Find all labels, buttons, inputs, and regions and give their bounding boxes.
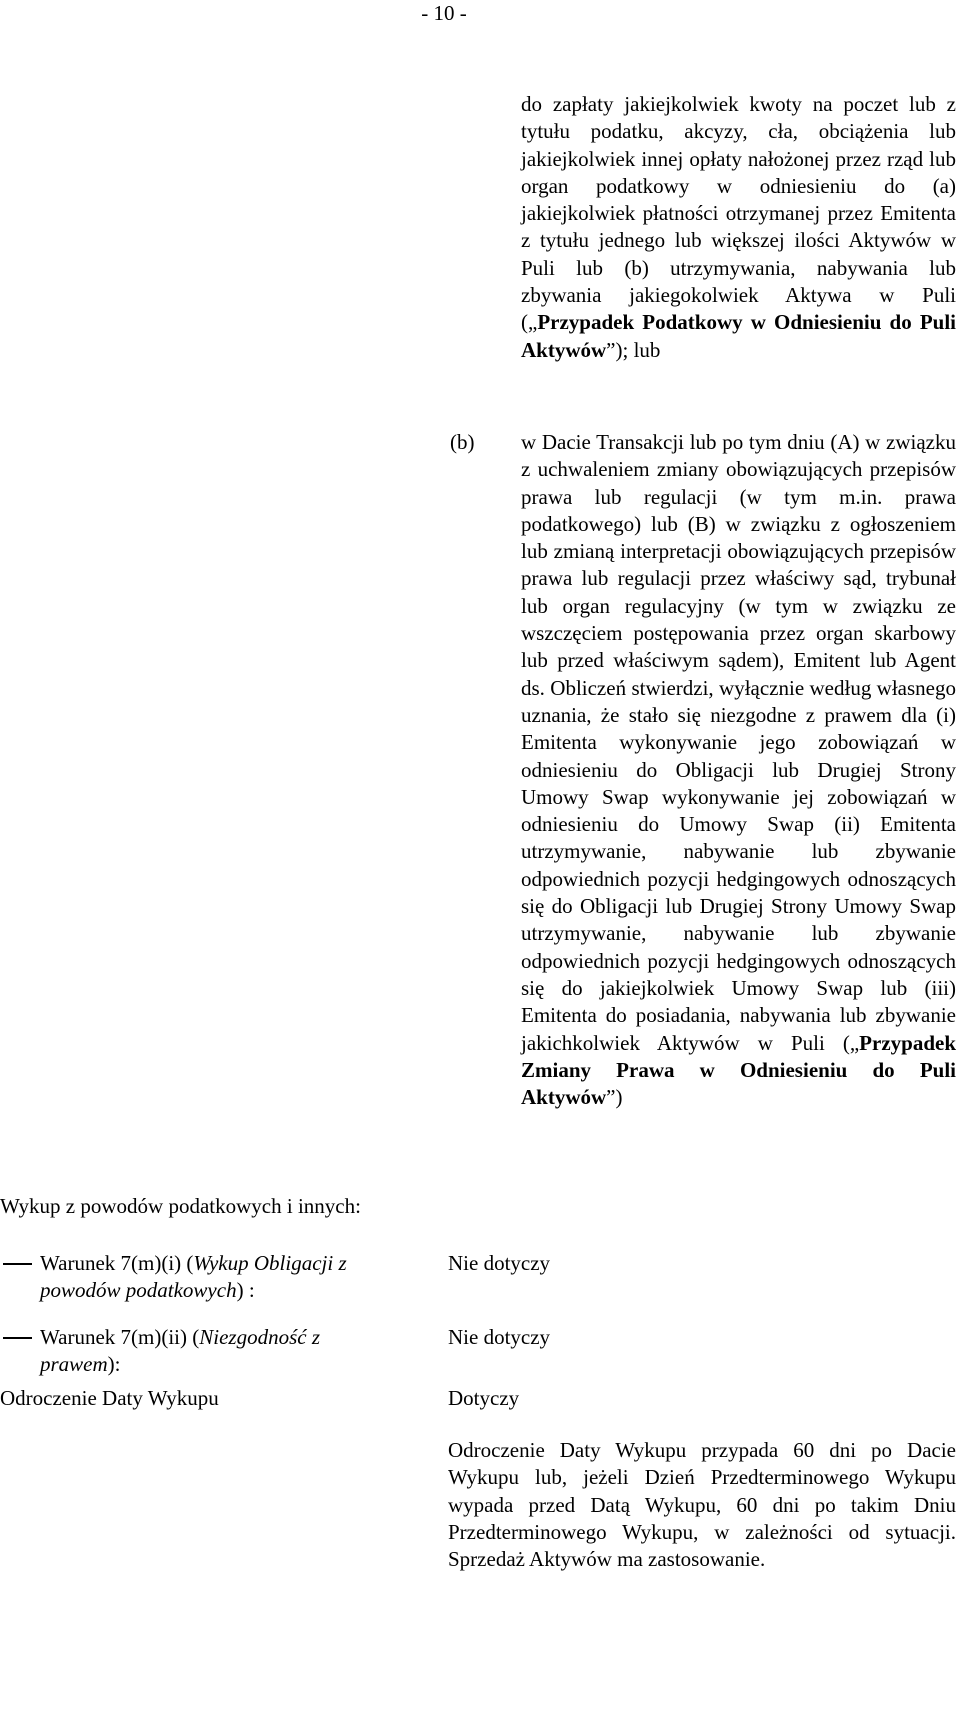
page-number: - 10 - [421, 1, 467, 25]
paragraph-b-text-part2: ”) [606, 1085, 623, 1110]
condition-7mi-label [40, 1250, 400, 1305]
condition-7mi-prefix: Warunek 7(m)(i) ( [40, 1251, 194, 1275]
condition-7mii [0, 1324, 410, 1379]
condition-7mii-value: Nie dotyczy [448, 1325, 551, 1349]
dash-bullet [3, 1337, 32, 1339]
redemption-section-title: Wykup z powodów podatkowych i innych: [0, 1194, 361, 1218]
condition-7mii-italic: Niezgodność z prawem [40, 1325, 320, 1377]
condition-7mi-italic: Wykup Obligacji z powodów podatkowych [40, 1251, 347, 1303]
paragraph-b-label: (b) [450, 430, 475, 454]
paragraph-b-text [521, 429, 956, 1111]
dash-bullet [3, 1263, 32, 1265]
deferral-description: Odroczenie Daty Wykupu przypada 60 dni po Dacie Wykupu lub, jeżeli Dzień Przedterminowego Wykupu wypada przed Datą Wykupu, 60 dni po takim Dniu Przedterminowego Wykupu, w zależności od sytuacji. Sprzedaż Aktywów ma zastosowanie. [448, 1438, 956, 1572]
paragraph-a-text-part2: ”); lub [606, 337, 661, 362]
condition-7mii-prefix: Warunek 7(m)(ii) ( [40, 1325, 200, 1349]
paragraph-b-text-part1: w Dacie Transakcji lub po tym dniu (A) w związku z uchwaleniem zmiany obowiązujących przepisów prawa lub regulacji (w tym m.in. prawa podatkowego) lub (B) w związku z ogłoszeniem lub zmianą interpretacji obowiązujących przepisów prawa lub regulacji przez właściwy sąd, trybunał lub organ regulacyjny (w tym w związku ze wszczęciem postępowania przez organ skarbowy lub przed właściwym sądem), Emitent lub Agent ds. Obliczeń stwierdzi, wyłącznie według własnego uznania, że stało się niezgodne z prawem dla (i) Emitenta wykonywanie jego zobowiązań w odniesieniu do Obligacji lub Drugiej Strony Umowy Swap wykonywanie jej zobowiązań w odniesieniu do Umowy Swap (ii) Emitenta utrzymywanie, nabywanie lub zbywanie odpowiednich pozycji hedgingowych odnoszących się do Obligacji lub Drugiej Strony Umowy Swap utrzymywanie, nabywanie lub zbywanie odpowiednich pozycji hedgingowych odnoszących się do jakiejkolwiek Umowy Swap lub (iii) Emitenta do posiadania, nabywania lub zbywanie jakichkolwiek Aktywów w Puli („ [521, 430, 956, 1055]
condition-7mi [0, 1250, 410, 1305]
paragraph-a-text-part1: do zapłaty jakiejkolwiek kwoty na poczet lub z tytułu podatku, akcyzy, cła, obciążenia lub jakiejkolwiek innej opłaty nałożonej przez rząd lub organ podatkowy w odniesieniu do (a) jakiejkolwiek płatności otrzymanej przez Emitenta z tytułu jednego lub większej ilości Aktywów w Puli lub (b) utrzymywania, nabywania lub zbywania jakiegokolwiek Aktywa w Puli („ [521, 92, 956, 335]
paragraph-a-defined-term: Przypadek Podatkowy w Odniesieniu do Puli Aktywów [521, 310, 956, 362]
condition-7mii-suffix: ): [107, 1352, 121, 1377]
condition-7mi-value: Nie dotyczy [448, 1251, 551, 1275]
deferral-label: Odroczenie Daty Wykupu [0, 1386, 219, 1410]
paragraph-b-defined-term: Przypadek Zmiany Prawa w Odniesieniu do Puli Aktywów [521, 1030, 956, 1110]
condition-7mi-suffix: ) : [236, 1278, 255, 1303]
condition-7mii-label [40, 1324, 400, 1379]
paragraph-a-text [521, 91, 956, 364]
deferral-value: Dotyczy [448, 1386, 520, 1410]
